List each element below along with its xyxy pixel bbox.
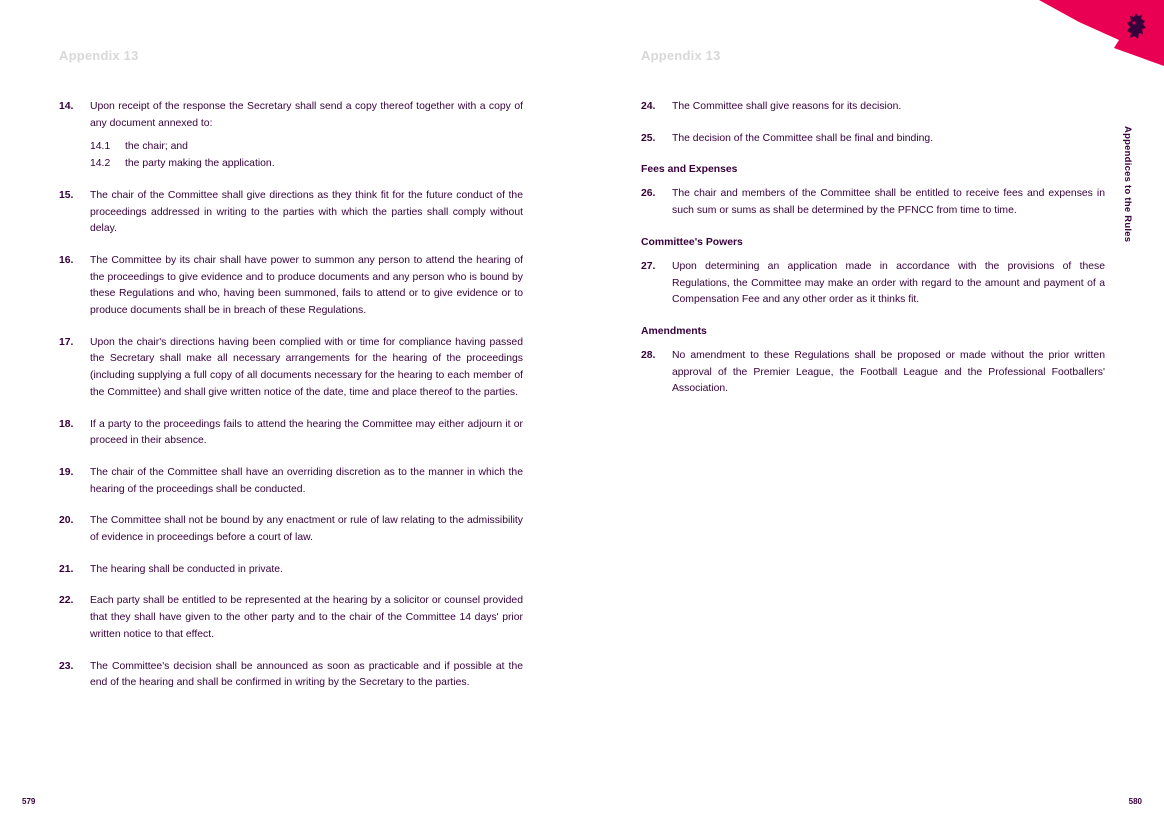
clause-16 [59,253,523,320]
right-page [582,0,1164,826]
sub-clause-text: the chair; and [125,141,188,153]
clause-text: Upon the chair's directions having been complied with or time for compliance having passed the Secretary shall make all necessary arrangements for the hearing of the proceedings (including supplying a full copy of all documents necessary for the hearing to each member of the Committee) and shall give written notice of the date, time and place thereof to the parties. [90,336,523,398]
clause-23 [59,659,523,692]
sub-clause-number: 14.2 [90,158,111,170]
sub-clause-14-2 [90,156,523,173]
clause-number: 28. [641,349,656,361]
clause-text: The chair and members of the Committee shall be entitled to receive fees and expenses in such sum or sums as shall be determined by the PFNCC from time to time. [672,188,1105,217]
clause-text: If a party to the proceedings fails to attend the hearing the Committee may either adjourn it or proceed in their absence. [90,418,523,447]
clause-number: 25. [641,132,656,144]
clause-26 [641,186,1105,219]
clause-number: 21. [59,563,74,575]
clause-24 [641,99,1105,116]
section-heading-fees: Fees and Expenses [641,164,738,176]
section-heading-amendments: Amendments [641,325,707,337]
clause-text: The Committee shall not be bound by any enactment or rule of law relating to the admissibility of evidence in proceedings before a court of law. [90,515,523,544]
clause-number: 23. [59,660,74,672]
clause-14 [59,99,523,173]
clause-text: The Committee shall give reasons for its decision. [672,101,902,112]
premier-league-lion-icon [1124,12,1148,42]
clause-20 [59,513,523,546]
clause-text: The decision of the Committee shall be final and binding. [672,132,934,144]
clause-text: No amendment to these Regulations shall be proposed or made without the prior written approval of the Premier League, the Football League and the Professional Footballers' Association. [672,349,1105,395]
page-number: 580 [1128,797,1142,806]
clause-number: 27. [641,260,656,272]
clause-number: 14. [59,101,74,112]
clause-18 [59,417,523,450]
clause-list [641,99,1105,413]
clause-text: The Committee by its chair shall have power to summon any person to attend the hearing of the proceedings to give evidence and to produce documents and any person who is bound by these Regulations and who, having been summoned, fails to attend or to give evidence or to produce documents shall be in breach of these Regulations. [90,254,523,317]
appendix-header: Appendix 13 [641,48,721,63]
clause-17 [59,335,523,402]
sub-clause-14-1 [90,139,523,156]
clause-21 [59,562,523,579]
page-number: 579 [22,797,36,806]
clause-list [59,99,523,707]
clause-number: 19. [59,466,74,478]
clause-22 [59,593,523,643]
clause-27 [641,259,1105,309]
clause-text: The chair of the Committee shall have an overriding discretion as to the manner in which the hearing of the proceedings shall be conducted. [90,466,523,495]
clause-text: Upon determining an application made in accordance with the provisions of these Regulations, the Committee may make an order with regard to the amount and payment of a Compensation Fee and any other order as it thinks fit. [672,260,1105,306]
clause-text: The hearing shall be conducted in private. [90,563,283,575]
side-label: Appendices to the Rules [1123,126,1134,243]
clause-number: 22. [59,595,74,607]
clause-number: 18. [59,418,74,430]
clause-text: The Committee's decision shall be announced as soon as practicable and if possible at the end of the hearing and shall be confirmed in writing by the Secretary to the parties. [90,660,523,689]
clause-text: Each party shall be entitled to be represented at the hearing by a solicitor or counsel provided that they shall have given to the other party and to the chair of the Committee 14 days' prior written notice to that effect. [90,595,523,640]
clause-number: 26. [641,188,656,200]
sub-clause-text: the party making the application. [125,158,275,170]
clause-number: 24. [641,101,656,112]
clause-text: Upon receipt of the response the Secretary shall send a copy thereof together with a copy of any document annexed to: [90,101,523,129]
clause-number: 15. [59,189,74,201]
clause-15 [59,188,523,238]
clause-number: 16. [59,254,74,266]
section-heading-powers: Committee's Powers [641,236,743,248]
clause-number: 17. [59,336,74,348]
clause-text: The chair of the Committee shall give directions as they think fit for the future conduct of the proceedings addressed in writing to the parties with which the parties shall comply without delay. [90,189,523,235]
appendix-header: Appendix 13 [59,48,139,63]
clause-28 [641,348,1105,398]
clause-19 [59,465,523,498]
sub-clause-number: 14.1 [90,141,111,153]
clause-number: 20. [59,515,74,527]
clause-25 [641,131,1105,148]
